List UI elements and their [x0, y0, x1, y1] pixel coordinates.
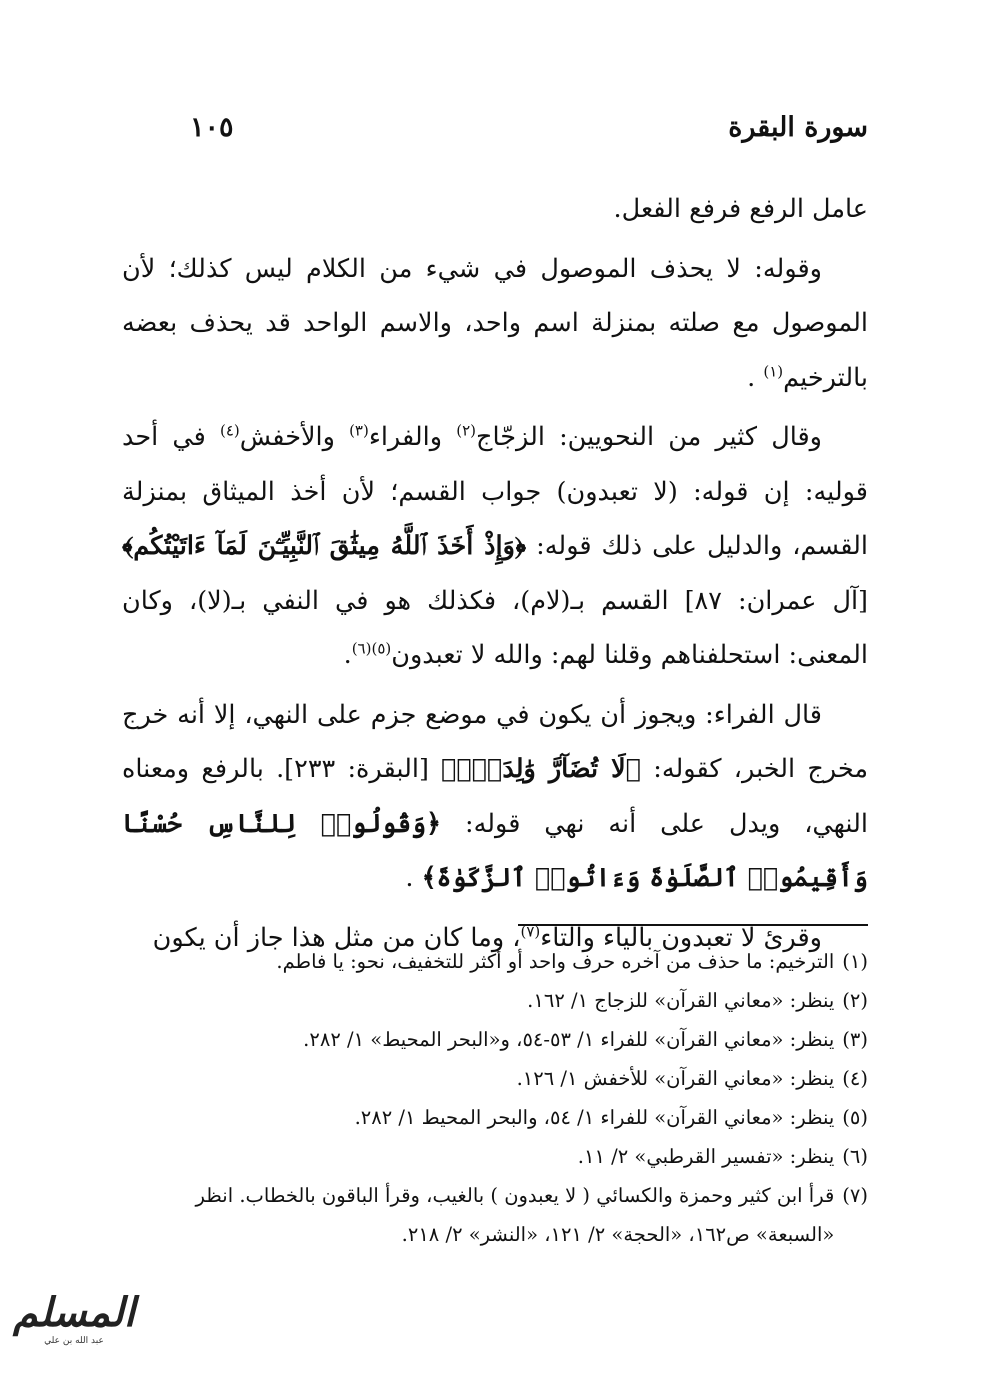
footnote-divider [518, 924, 868, 926]
text-run: وقرئ لا تعبدون بالياء والتاء [540, 922, 822, 953]
footnote-text: ينظر: «معاني القرآن» للأخفش ١/ ١٢٦. [516, 1067, 835, 1090]
page-header [190, 112, 868, 152]
logo-text: المسلم [13, 1289, 135, 1336]
footnote-text: الترخيم: ما حذف من آخره حرف واحد أو أكثر للتخفيف، نحو: يا فاطم. [276, 950, 835, 973]
footnote-ref-4[interactable]: (٤) [220, 421, 240, 440]
footnote-text: ينظر: «معاني القرآن» للزجاج ١/ ١٦٢. [527, 989, 835, 1012]
text-run: قال الفراء: ويجوز أن يكون في موضع جزم على النهي، إلا أنه خرج مخرج الخبر، كقوله: [122, 699, 868, 784]
text-run: والفراء [368, 422, 457, 452]
paragraph-4 [122, 688, 868, 906]
footnote-number: (٢) [842, 989, 868, 1012]
footnote-text: ينظر: «معاني القرآن» للفراء ١/ ٥٣-٥٤، و«البحر المحيط» ١/ ٢٨٢. [303, 1028, 835, 1051]
footnotes [122, 942, 868, 1254]
page-number: ١٠٥ [190, 112, 234, 143]
text-run: عامل الرفع فرفع الفعل. [613, 194, 868, 224]
surah-title: سورة البقرة [728, 112, 868, 143]
footnote-number: (١) [842, 950, 868, 973]
text-run: ، وما كان من مثل هذا جاز أن يكون [152, 922, 521, 953]
footnote-number: (٧) [842, 1184, 868, 1207]
footnote-text: ينظر: «تفسير القرطبي» ٢/ ١١. [577, 1145, 835, 1168]
text-run: . [747, 362, 764, 393]
logo-caption: عبد الله بن علي [44, 1336, 104, 1346]
quran-verse: ﴿وَإِذْ أَخَذَ ٱللَّهُ مِيثَٰقَ ٱلنَّبِيِّـۧنَ لَمَآ ءَاتَيْتُكُم﴾ [122, 531, 527, 561]
quran-verse: ﴿لَا تُضَآرَّ وَٰلِدَةُۢ﴾ [441, 754, 642, 784]
text-run: . [405, 863, 422, 893]
footnote-number: (٥) [842, 1106, 868, 1129]
text-run: وقال كثير من النحويين: الزجّاج [476, 422, 822, 452]
footnote-3 [122, 1020, 868, 1059]
text-run: والأخفش [239, 422, 350, 452]
footnote-number: (٤) [842, 1067, 868, 1090]
footnote-6 [122, 1137, 868, 1176]
footnote-number: (٣) [842, 1028, 868, 1051]
footnote-ref-5-6[interactable]: (٥)(٦) [351, 639, 392, 658]
text-run: . [343, 640, 352, 670]
footnote-ref-2[interactable]: (٢) [456, 421, 476, 440]
text-run: وقوله: لا يحذف الموصول في شيء من الكلام ليس كذلك؛ لأن الموصول مع صلته بمنزلة اسم واحد، والاسم الواحد قد يحذف بعضه بالترخيم [122, 253, 868, 393]
quran-verse: ﴿وَقُولُوا۟ لِلنَّاسِ حُسْنًا وَأَقِيمُوا۟ ٱلصَّلَوٰةَ وَءَاتُوا۟ ٱلزَّكَوٰةَ﴾ [122, 808, 868, 893]
footnote-text: قرأ ابن كثير وحمزة والكسائي ( لا يعبدون ) بالغيب، وقرأ الباقون بالخطاب. انظر «السبعة» ص١٦٢، «الحجة» ٢/ ١٢١، «النشر» ٢/ ٢١٨. [195, 1184, 835, 1246]
footnote-number: (٦) [842, 1145, 868, 1168]
footnote-2 [122, 981, 868, 1020]
text-run: [آل عمران: ٨٧] القسم بـ(لام)، فكذلك هو في النفي بـ(لا)، وكان المعنى: استحلفناهم وقلنا لهم: والله لا تعبدون [122, 585, 868, 670]
paragraph-1 [122, 182, 868, 237]
footnote-text: ينظر: «معاني القرآن» للفراء ١/ ٥٤، والبحر المحيط ١/ ٢٨٢. [354, 1106, 835, 1129]
footnote-1 [122, 942, 868, 981]
logo-mark [10, 1290, 138, 1336]
footnote-ref-3[interactable]: (٣) [349, 421, 369, 440]
paragraph-3 [122, 410, 868, 683]
text-run: [البقرة: ٢٣٣]. بالرفع ومعناه النهي، ويدل على أنه نهي قوله: [122, 754, 868, 839]
footnote-ref-7[interactable]: (٧) [520, 922, 541, 940]
publisher-logo [10, 1288, 138, 1354]
paragraph-2 [122, 242, 868, 406]
footnote-7 [122, 1176, 868, 1254]
footnote-5 [122, 1098, 868, 1137]
main-text [122, 182, 868, 970]
text-run: في أحد قوليه: إن قوله: (لا تعبدون) جواب القسم؛ لأن أخذ الميثاق بمنزلة القسم، والدليل على ذلك قوله: [122, 422, 868, 561]
footnote-ref-1[interactable]: (١) [763, 362, 784, 380]
footnote-4 [122, 1059, 868, 1098]
